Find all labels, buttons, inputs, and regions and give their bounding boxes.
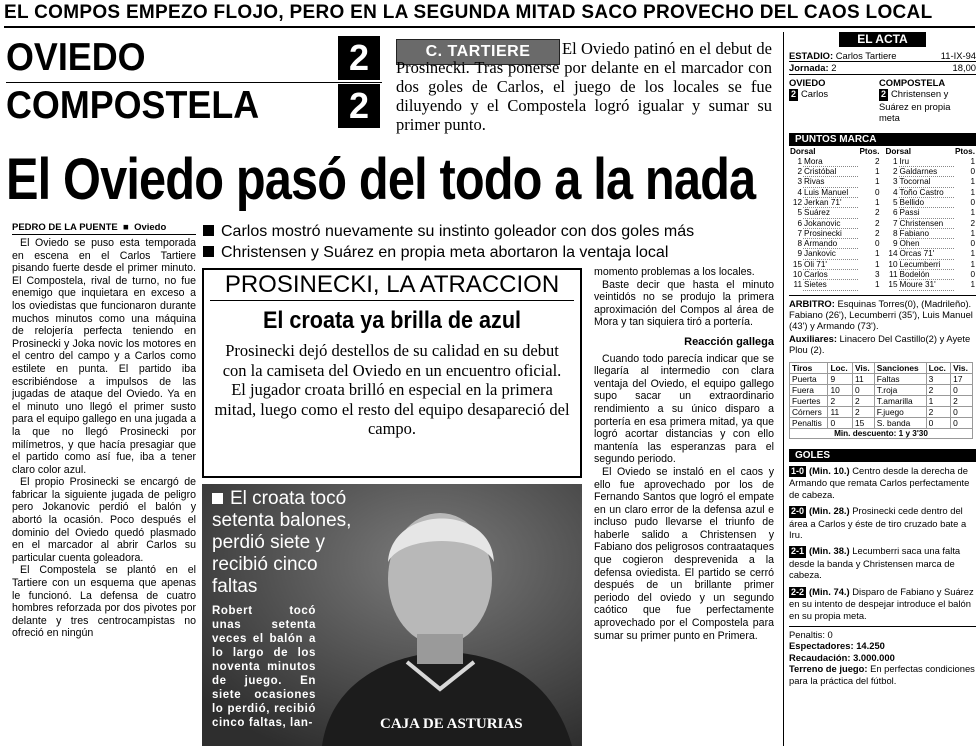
player-row <box>885 228 977 238</box>
player-points: 1 <box>874 167 880 177</box>
main-headline: El Oviedo pasó del todo a la nada <box>6 147 756 212</box>
photo-caption: El croata tocó setenta balones, perdió siete y recibió cinco faltas <box>212 488 352 597</box>
stats-cell: Fuera <box>790 384 828 395</box>
player-dorsal: 5 <box>892 197 898 207</box>
goal-minute: (Min. 38.) <box>809 545 850 557</box>
paragraph: El propio Prosinecki se encargó de fabricar la siguiente jugada de peligro pero Jokanovic perdió el balón y abortó la ocasión. Poco después el dominio del Oviedo quedó plasmado en el marcador al abrir Carlos su particular cuenta goleadora. <box>12 476 196 564</box>
player-name: Luis Manuel <box>803 187 858 197</box>
player-points: 0 <box>874 239 880 249</box>
player-row <box>789 228 881 238</box>
player-dorsal: 1 <box>797 156 802 166</box>
player-dorsal: 11 <box>889 270 898 279</box>
stats-cell: S. banda <box>874 417 926 428</box>
goal-entry <box>789 505 976 540</box>
player-name: Oli 71' <box>803 259 858 269</box>
player-row <box>789 280 881 290</box>
player-points: 1 <box>970 208 975 218</box>
byline-place: Oviedo <box>134 222 167 233</box>
player-points: 0 <box>874 187 880 197</box>
byline <box>12 222 196 235</box>
player-name: Jerkan 71' <box>803 197 858 207</box>
stats-row <box>790 395 973 406</box>
player-name: Armando <box>803 239 858 249</box>
player-row <box>885 218 977 228</box>
stats-row <box>790 373 973 384</box>
stats-cell: 2 <box>926 384 951 395</box>
paragraph: Baste decir que hasta el minuto veintidós no se produjo la primera aproximación del Compos al área de Mora y tan siquiera tiró a portería. <box>594 278 774 329</box>
player-name: Jokanovic <box>803 218 858 228</box>
match-report-sidebar <box>783 32 976 746</box>
stats-cell: Puerta <box>790 373 828 384</box>
jornada-row: Jornada: 2 18,00 <box>789 62 976 74</box>
goal-description: Disparo de Fabiano y Suárez en su intento de despejar introduce el balón en su propia meta. <box>789 585 974 621</box>
player-name: Bellido <box>899 197 954 207</box>
recaudacion: Recaudación: 3.000.000 <box>789 651 895 663</box>
puntos-tables <box>789 147 976 290</box>
venue-tag: C. TARTIERE <box>396 39 560 65</box>
player-dorsal: 6 <box>797 218 802 228</box>
player-name: Toño Castro <box>899 187 954 197</box>
player-points: 1 <box>970 280 975 290</box>
goals-list <box>789 465 976 621</box>
player-row <box>789 157 881 167</box>
player-dorsal: 2 <box>892 167 898 177</box>
shirt-sponsor: CAJA DE ASTURIAS <box>380 716 523 732</box>
player-row <box>885 249 977 259</box>
player-points: 1 <box>874 280 880 290</box>
paragraph: El Compostela se plantó en el Tartiere con un esquema que apenas le funcionó. La defensa de cuatro hombres reforzada por dos pivotes por delante y tres centrocampistas no ofreció en ningún <box>12 564 196 640</box>
bullet-point-2 <box>203 243 668 263</box>
paragraph: El Oviedo se instaló en el caos y ello fue aprovechado por los de Fernando Santos que logró el empate en un claro error de la defensa azul e incluso pudo llevarse el triunfo de haberle salido a Christensen y Fabiano dos peligrosos contraataques que cogieron desprevenida a la defensa oviedista. El partido se cerró después de un brillante primer periodo del oviedo y un segundo caótico que fue perfectamente aprovechado por el Compostela para sumar su primer punto en Primera. <box>594 465 774 642</box>
subheading: Reacción gallega <box>684 335 774 348</box>
player-dorsal: 15 <box>792 259 802 269</box>
stats-cell: 0 <box>926 417 951 428</box>
stats-cell: 0 <box>828 417 853 428</box>
stats-cell: 10 <box>828 384 853 395</box>
player-points: 1 <box>874 197 880 207</box>
player-points: 2 <box>970 218 975 228</box>
player-dorsal: 11 <box>793 280 802 290</box>
byline-separator: ■ <box>120 222 132 233</box>
player-row <box>789 218 881 228</box>
player-row <box>885 177 977 187</box>
goles-bar: GOLES <box>789 449 976 462</box>
bullet-text: Carlos mostró nuevamente su instinto goleador con dos goles más <box>221 223 695 240</box>
player-name: Mora <box>803 157 858 167</box>
player-dorsal: 10 <box>792 270 802 279</box>
terreno: Terreno de juego: En perfectas condiciones para la práctica del fútbol. <box>789 663 975 686</box>
stats-cell: Penaltis <box>790 417 828 428</box>
paragraph: Cuando todo parecía indicar que se llegaría al intermedio con clara ventaja del Oviedo, el equipo gallego supo sacar un extraordinario rendimiento a su único disparo a portería en esa primera mitad, ya que logró acortar distancias y con ello mantenía las esperanzas para el segundo periodo. <box>594 352 774 466</box>
paragraph: El Oviedo se puso esta temporada en escena en el Carlos Tartiere pisando fuerte desde el primer minuto. El Compostela, rival de turno, no fue enemigo que inquietara en exceso a los oviedistas que funcionaron durante muchos minutos como una máquina de relojería perfecta teniendo en Prosinecki y Joka novic los motores en el centro del campo y a Carlos como estilete en punta. El partido iba escribiéndose a impulsos de las jugadas de ataque del Oviedo. Ya en el minuto uno llegó el primer susto para el equipo gallego en una jugada a la que no llegó Prosinecki por milímetros, y que hacía presagiar que el partido como así fue, iba a tener claro color azul. <box>12 237 196 476</box>
player-dorsal: 14 <box>888 249 898 259</box>
goal-description: Lecumberri saca una falta desde la banda y Christensen marca de cabeza. <box>789 545 961 581</box>
photo-caption-block <box>212 488 362 598</box>
player-row <box>789 208 881 218</box>
goal-description: Centro desde la derecha de Armando que remata Carlos perfectamente de cabeza. <box>789 465 970 500</box>
player-points: 1 <box>874 249 880 259</box>
player-name: Carlos <box>803 270 858 280</box>
stats-cell: 2 <box>852 395 874 406</box>
stats-cell: 15 <box>852 417 874 428</box>
away-team-name: COMPOSTELA <box>6 84 260 127</box>
away-scorers: COMPOSTELA 2 Christensen y Suárez en propia meta <box>879 76 951 124</box>
puntos-bar: PUNTOS MARCA <box>789 133 976 146</box>
player-name: Prosinecki <box>803 228 858 238</box>
kicker-headline: EL COMPOS EMPEZO FLOJO, PERO EN LA SEGUNDA MITAD SACO PROVECHO DEL CAOS LOCAL <box>4 2 975 28</box>
home-points-table: Dorsal Ptos. 1 Mora 2 2 Cristóbal 1 3 Rivas 1 4 Luis Manuel 0 12 Jerkan 71' 1 5 Suárez 2 6 Jokanovic 2 7 Prosinecki 2 8 Armando 0 9 Jankovic 1 15 Oli 71' 1 10 Carlos 3 11 Sietes 1 <box>790 147 880 290</box>
player-row <box>885 197 977 207</box>
away-score: 2 <box>338 84 380 128</box>
player-row <box>885 259 977 269</box>
player-name: Jankovic <box>803 249 858 259</box>
box-body: Prosinecki dejó destellos de su calidad en su debut con la camiseta del Oviedo en un encuentro oficial. El jugador croata brilló en especial en la primera mitad, luego como el resto del equipo desapareció del campo. <box>214 341 570 438</box>
goal-score: 1-0 <box>791 466 805 477</box>
home-team-name: OVIEDO <box>6 36 146 79</box>
stats-cell: 11 <box>828 406 853 417</box>
player-dorsal: 7 <box>797 228 802 238</box>
box-subtitle: El croata ya brilla de azul <box>262 307 522 334</box>
goal-entry <box>789 586 976 621</box>
home-score: 2 <box>338 36 380 80</box>
player-points: 1 <box>970 249 975 259</box>
player-points: 2 <box>874 208 880 218</box>
bullet-square-icon <box>203 246 214 257</box>
stats-cell: F.juego <box>874 406 926 417</box>
stats-cell: Faltas <box>874 373 926 384</box>
player-row <box>885 167 977 177</box>
player-dorsal: 3 <box>892 177 898 187</box>
stats-cell: 2 <box>926 406 951 417</box>
stats-cell: 1 <box>926 395 951 406</box>
player-row <box>789 259 881 269</box>
player-dorsal: 10 <box>888 259 898 269</box>
stats-cell: 2 <box>828 395 853 406</box>
player-name: Fabiano <box>899 228 954 238</box>
goal-score: 2-1 <box>791 546 805 557</box>
player-points: 2 <box>874 228 880 238</box>
penaltis: Penaltis: 0 <box>789 626 976 640</box>
player-points: 1 <box>874 259 880 269</box>
player-points: 1 <box>970 187 975 197</box>
stats-row <box>790 384 973 395</box>
stats-cell: 3 <box>926 373 951 384</box>
stats-cell: 0 <box>852 384 874 395</box>
stats-cell: T.roja <box>874 384 926 395</box>
player-points: 1 <box>970 228 975 238</box>
player-dorsal: 8 <box>892 228 898 238</box>
stats-cell: 2 <box>951 395 973 406</box>
goal-entry <box>789 465 976 500</box>
stats-cell: 0 <box>951 406 973 417</box>
auxiliares: Auxiliares: Linacero Del Castillo(2) y Ayete Plou (2). <box>789 332 971 356</box>
player-name: Passi <box>899 208 954 218</box>
player-points: 2 <box>874 218 880 228</box>
stats-row <box>790 417 973 428</box>
goal-score: 2-2 <box>791 586 805 597</box>
player-row <box>789 187 881 197</box>
player-dorsal: 3 <box>797 177 802 187</box>
player-row <box>885 280 977 290</box>
box-title: PROSINECKI, LA ATRACCION <box>210 270 574 301</box>
article-column-3 <box>594 266 774 642</box>
stats-cell: 0 <box>951 384 973 395</box>
player-dorsal: 4 <box>797 187 802 197</box>
goal-entry <box>789 545 976 580</box>
stats-cell: 2 <box>852 406 874 417</box>
goal-minute: (Min. 10.) <box>809 465 850 477</box>
player-points: 0 <box>970 197 975 207</box>
player-row <box>789 249 881 259</box>
acta-title: EL ACTA <box>839 32 926 47</box>
player-dorsal: 9 <box>797 249 802 259</box>
player-dorsal: 15 <box>888 280 898 290</box>
stats-table: Tiros Loc. Vis. Sanciones Loc. Vis. Puerta 9 11 Faltas 3 17 Fuera 10 0 T.roja 2 0 Fuertes 2 2 T.amarilla 1 2 Córners 11 2 F.juego 2 0 Penaltis 0 15 S. banda 0 0 <box>789 362 973 429</box>
player-dorsal: 5 <box>797 208 802 218</box>
stats-cell: 0 <box>951 417 973 428</box>
stats-cell: Córners <box>790 406 828 417</box>
player-name: Sietes <box>803 280 858 290</box>
article-column-1 <box>12 237 196 746</box>
score-divider <box>6 82 382 83</box>
player-name: Christensen <box>899 218 954 228</box>
espectadores: Espectadores: 14.250 <box>789 640 885 652</box>
player-points: 0 <box>970 167 975 177</box>
player-row <box>789 239 881 249</box>
byline-author: PEDRO DE LA PUENTE <box>12 222 118 233</box>
player-photo <box>202 484 582 746</box>
stats-cell: 11 <box>852 373 874 384</box>
player-row <box>789 167 881 177</box>
player-dorsal: 8 <box>797 239 802 249</box>
player-name: Tocornal <box>899 177 954 187</box>
stats-row <box>790 406 973 417</box>
player-points: 0 <box>970 239 975 249</box>
player-dorsal: 4 <box>892 187 898 197</box>
home-scorers: OVIEDO 2 Carlos <box>789 76 829 100</box>
bullet-text: Christensen y Suárez en propia meta abortaron la ventaja local <box>221 244 669 261</box>
player-row <box>789 270 881 280</box>
player-points: 1 <box>970 156 975 166</box>
player-name: Iru <box>899 157 954 167</box>
player-dorsal: 6 <box>892 208 898 218</box>
goal-minute: (Min. 74.) <box>809 585 850 597</box>
prosinecki-box <box>202 268 582 478</box>
player-name: Galdarnes <box>899 167 954 177</box>
player-name: Cristóbal <box>803 167 858 177</box>
player-row <box>885 157 977 167</box>
player-dorsal: 7 <box>892 218 898 228</box>
stats-cell: Fuertes <box>790 395 828 406</box>
stadium-row: ESTADIO: Carlos Tartiere 11-IX-94 <box>789 50 976 61</box>
player-points: 3 <box>874 270 880 279</box>
player-name: Moure 31' <box>899 280 954 290</box>
player-row <box>885 187 977 197</box>
bullet-point-1 <box>203 222 694 242</box>
bullet-square-icon <box>203 225 214 236</box>
player-points: 1 <box>970 177 975 187</box>
player-points: 2 <box>874 156 880 166</box>
stats-cell: 9 <box>828 373 853 384</box>
player-name: Rivas <box>803 177 858 187</box>
player-dorsal: 2 <box>797 167 802 177</box>
player-name: Ohen <box>899 239 954 249</box>
stats-cell: 17 <box>951 373 973 384</box>
player-name: Orcas 71' <box>899 249 954 259</box>
arbitro: ARBITRO: Esquinas Torres(0), (Madrileño). Fabiano (26'), Lecumberri (35'), Luis Manuel (43') y Armando (73'). <box>789 295 976 332</box>
player-row <box>885 270 977 280</box>
stats-cell: T.amarilla <box>874 395 926 406</box>
player-dorsal: 12 <box>792 197 802 207</box>
player-dorsal: 9 <box>892 239 898 249</box>
lead-paragraph: El Oviedo patinó en el debut de Prosinecki. Tras ponerse por delante en el marcador con dos goles de Carlos, el juego de los locales se fue diluyendo y el Compostela logró igualar y sumar su primer punto. <box>396 39 772 134</box>
player-dorsal: 1 <box>892 156 898 166</box>
player-row <box>789 177 881 187</box>
away-points-table: Dorsal Ptos. 1 Iru 1 2 Galdarnes 0 3 Tocornal 1 4 Toño Castro 1 5 Bellido 0 6 Passi 1 7 Christensen 2 8 Fabiano 1 9 Ohen 0 14 Orcas 71' 1 10 Lecumberri 1 11 Bodelón 0 15 Moure 31' 1 <box>885 147 975 290</box>
player-row <box>885 208 977 218</box>
goal-score: 2-0 <box>791 506 805 517</box>
player-name: Suárez <box>803 208 858 218</box>
player-row <box>885 239 977 249</box>
player-row <box>789 197 881 207</box>
goal-description: Prosinecki cede dentro del área a Carlos y éste de tiro cruzado bate a Iru. <box>789 505 967 541</box>
goal-minute: (Min. 28.) <box>809 505 850 517</box>
photo-text: Robert tocó unas setenta veces el balón a lo largo de los noventa minutos de juego. En siete ocasiones lo perdió, recibió cinco faltas, lan- <box>212 605 316 729</box>
player-points: 1 <box>970 259 975 269</box>
caption-square-icon <box>212 493 223 504</box>
player-points: 0 <box>970 270 975 279</box>
player-name: Lecumberri <box>899 259 954 269</box>
player-name: Bodelón <box>899 270 954 280</box>
teams-scorers <box>789 77 976 124</box>
paragraph: momento problemas a los locales. <box>594 266 755 278</box>
player-points: 1 <box>874 177 880 187</box>
descuento: Min. descuento: 1 y 3'30 <box>789 429 973 439</box>
